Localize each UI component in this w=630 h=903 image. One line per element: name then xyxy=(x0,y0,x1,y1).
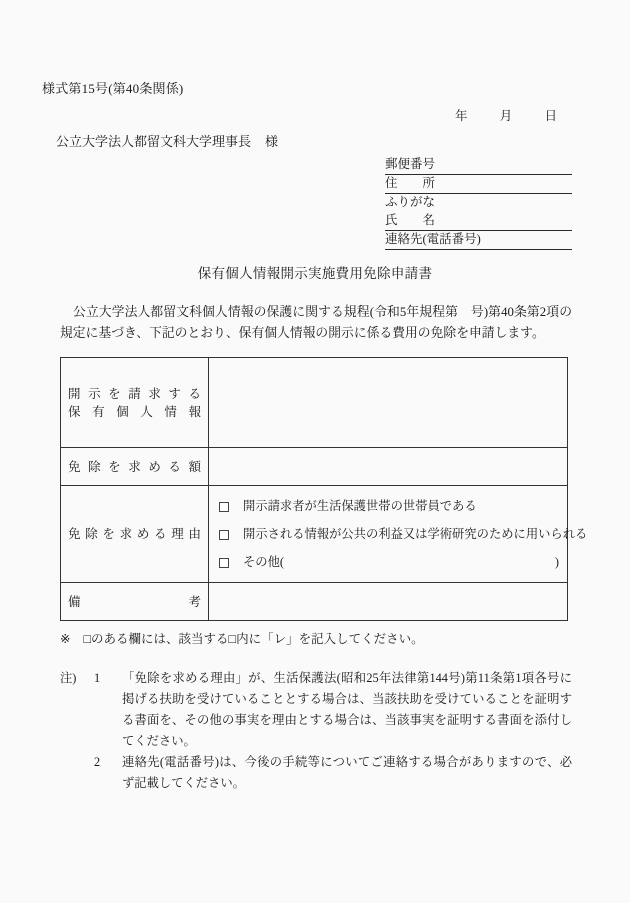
footnote-2-number: 2 xyxy=(94,755,101,769)
recipient-name: 公立大学法人都留文科大学理事長 xyxy=(56,134,252,149)
applicant-address-label: 住 所 xyxy=(385,176,436,190)
value-exemption-amount[interactable] xyxy=(209,448,568,486)
date-year-label: 年 xyxy=(455,109,468,123)
reason-option-1-label: 開示請求者が生活保護世帯の世帯員である xyxy=(243,499,477,513)
applicant-postal-code-label: 郵便番号 xyxy=(385,157,436,171)
reason-option-other[interactable] xyxy=(217,554,559,570)
document-title: 保有個人情報開示実施費用免除申請書 xyxy=(197,266,433,281)
label-exemption-reason xyxy=(61,486,209,583)
footnote-2 xyxy=(94,752,572,794)
checkbox-icon[interactable] xyxy=(219,558,229,568)
value-exemption-reason xyxy=(209,486,588,583)
recipient-honorific: 様 xyxy=(265,134,279,149)
label-requested-info xyxy=(61,358,209,448)
footnote-2-text: 連絡先(電話番号)は、今後の手続等についてご連絡する場合がありますので、必ず記載してください。 xyxy=(122,755,572,790)
reason-option-other-wrapper xyxy=(243,554,559,570)
asterisk-note-text: □のある欄には、該当する□内に「レ」を記入してください。 xyxy=(83,632,424,646)
footnote-1-text: 「免除を求める理由」が、生活保護法(昭和25年法律第144号)第11条第1項各号に掲げる扶助を受けていることとする場合は、当該扶助を受けていることを証明する書面を、その他の事実を理由とする場合は、当該事実を証明する書面を添付してください。 xyxy=(122,671,572,748)
label-remarks-text: 備 考 xyxy=(68,594,201,609)
footnote-1-number: 1 xyxy=(94,671,101,685)
label-exemption-reason-text: 免除を求める理由 xyxy=(68,527,201,541)
table-row-requested-info xyxy=(61,358,568,448)
checkbox-icon[interactable] xyxy=(219,502,229,512)
footnotes-head-label: 注) xyxy=(60,671,77,685)
applicant-address-field[interactable] xyxy=(385,175,572,194)
footnotes xyxy=(60,668,572,794)
applicant-name-label: 氏 名 xyxy=(385,213,436,227)
label-exemption-amount xyxy=(61,448,209,486)
date-day-label: 日 xyxy=(544,109,558,123)
reason-option-1[interactable] xyxy=(217,498,559,514)
checkbox-icon[interactable] xyxy=(219,530,229,540)
applicant-name-field[interactable] xyxy=(385,212,572,231)
reason-option-2-label: 開示される情報が公共の利益又は学術研究のために用いられる xyxy=(243,527,588,541)
form-number: 様式第15号(第40条関係) xyxy=(42,81,184,96)
reason-option-2[interactable] xyxy=(217,526,588,542)
date-month-label: 月 xyxy=(499,109,513,123)
reason-option-other-close-paren: ) xyxy=(554,555,559,569)
recipient-line xyxy=(56,131,278,150)
reason-option-other-label: その他( xyxy=(243,555,284,569)
table-row-exemption-amount xyxy=(61,448,568,486)
label-exemption-amount-text: 免除を求める額 xyxy=(68,459,201,474)
applicant-phone-field[interactable] xyxy=(385,231,572,250)
table-row-exemption-reason xyxy=(61,486,568,583)
date-line xyxy=(455,106,557,124)
application-table xyxy=(60,357,588,621)
table-row-remarks xyxy=(61,583,568,621)
value-remarks[interactable] xyxy=(209,583,568,621)
footnote-1 xyxy=(60,668,572,752)
value-requested-info[interactable] xyxy=(209,358,568,448)
asterisk-note xyxy=(60,629,424,647)
applicant-info-block xyxy=(385,156,572,250)
asterisk-marker: ※ xyxy=(60,632,71,646)
intro-paragraph: 公立大学法人都留文科個人情報の保護に関する規程(令和5年規程第 号)第40条第2項の規定に基づき、下記のとおり、保有個人情報の開示に係る費用の免除を申請します。 xyxy=(60,305,572,340)
applicant-furigana-label: ふりがな xyxy=(385,195,436,209)
applicant-phone-label: 連絡先(電話番号) xyxy=(385,232,481,246)
label-requested-info-line1: 開示を請求する xyxy=(68,386,201,401)
applicant-furigana-field[interactable] xyxy=(385,194,572,212)
label-requested-info-line2: 保有個人情報 xyxy=(68,404,201,419)
label-remarks xyxy=(61,583,209,621)
applicant-postal-code-field[interactable] xyxy=(385,156,572,175)
